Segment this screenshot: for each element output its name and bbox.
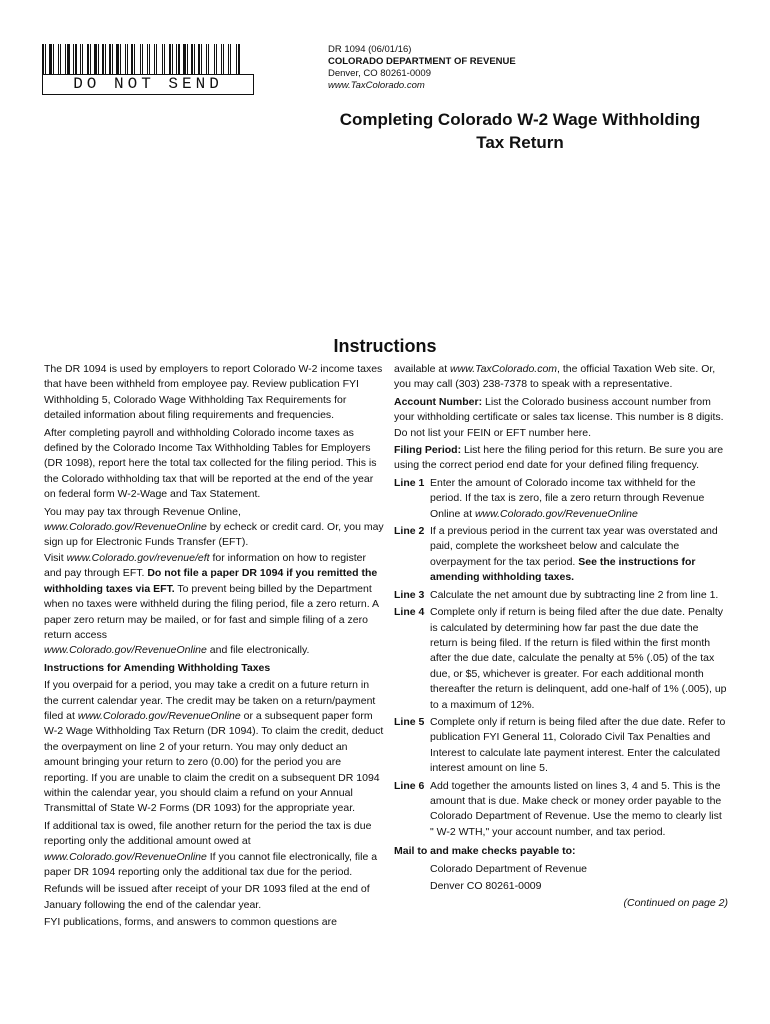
barcode-bar <box>166 44 168 74</box>
barcode-bar <box>102 44 104 74</box>
barcode-bar <box>73 44 74 74</box>
barcode-bar <box>87 44 89 74</box>
barcode-bar <box>45 44 46 74</box>
barcode-bar <box>49 44 52 74</box>
barcode-bar <box>90 44 91 74</box>
paragraph-overpaid: If you overpaid for a period, you may take a credit on a future return in the current calendar year. The credit may be taken on a return/payment filed at www.Colorado.gov/RevenueOnline or a subsequent paper form W-2 Wage Withholding Tax Return (DR 1094). To claim the credit, deduct the overpayment on line 2 of your return. You may only deduct an amount bringing your return to zero (0.00) for the period you are reporting. If you are unable to claim the credit on a subsequent DR 1094 within the calendar year, you should claim a refund on your Annual Transmittal of State W-2 Forms (DR 1093) for the appropriate year. <box>44 679 384 815</box>
revenue-online-link-5[interactable]: www.Colorado.gov/RevenueOnline <box>474 507 638 520</box>
revenue-online-link[interactable]: www.Colorado.gov/RevenueOnline <box>44 521 207 534</box>
line-6-instruction: Line 6 Add together the amounts listed on lines 3, 4 and 5. This is the amount that is due. Make check or money order payable to the Colorado Department of Revenue. Use the memo to clearly list " W-2 WTH," your account number, and tax period. <box>394 779 722 838</box>
barcode-bar <box>136 44 139 74</box>
barcode-bar <box>236 44 237 74</box>
left-column <box>44 362 384 933</box>
barcode-bar <box>42 44 44 74</box>
barcode-bar <box>223 44 224 74</box>
barcode-bar <box>134 44 135 74</box>
paragraph-fyi: FYI publications, forms, and answers to common questions are <box>44 916 337 929</box>
barcode-bar <box>122 44 124 74</box>
paragraph-refunds: Refunds will be issued after receipt of your DR 1093 filed at the end of January following the end of the calendar year. <box>44 883 370 911</box>
barcode-bar <box>84 44 86 74</box>
barcode-bar <box>116 44 119 74</box>
line-4-instruction: Line 4 Complete only if return is being filed after the due date. Penalty is calculated by determining how far past the due date the return is being filed. If the return is filed within the first month after the due date, calculate the penalty at 5% (.05) of the tax due, or $5, whichever is greater. For each additional month thereafter the return is delinquent, add one-half of 1% (.005), up to a maximum of 12%. <box>394 606 727 711</box>
barcode-bar <box>82 44 83 74</box>
revenue-online-link-2[interactable]: www.Colorado.gov/RevenueOnline <box>44 644 207 657</box>
barcode-bar <box>125 44 126 74</box>
barcode-bar <box>62 44 64 74</box>
barcode-bar <box>232 44 235 74</box>
department-website: www.TaxColorado.com <box>328 80 425 91</box>
barcode-bar <box>98 44 99 74</box>
paragraph-purpose: The DR 1094 is used by employers to report Colorado W-2 income taxes that have been withheld from employee pay. Review publication FYI Withholding 5, Colorado Wage Withholding Tax Requirements for detailed information about filing requirements and frequencies. <box>44 363 383 422</box>
barcode-bar <box>144 44 146 74</box>
barcode-bar <box>238 44 240 74</box>
barcode-bar <box>181 44 182 74</box>
barcode-bar <box>105 44 106 74</box>
barcode-bar <box>127 44 128 74</box>
do-not-send-label: DO NOT SEND <box>42 74 254 95</box>
barcode-bar <box>60 44 61 74</box>
barcode-bar <box>174 44 175 74</box>
barcode-bar <box>147 44 148 74</box>
filing-period-section: Filing Period: List here the filing period for this return. Be sure you are using the correct period end date for your defined filing frequency. <box>394 444 724 472</box>
barcode-bar <box>194 44 195 74</box>
barcode-bar <box>100 44 101 74</box>
barcode-bar <box>228 44 229 74</box>
barcode-bar <box>169 44 171 74</box>
department-address: Denver, CO 80261-0009 <box>328 68 431 79</box>
barcode-bar <box>221 44 222 74</box>
revenue-online-link-4[interactable]: www.Colorado.gov/RevenueOnline <box>44 850 207 863</box>
barcode-bar <box>214 44 215 74</box>
barcode-bar <box>94 44 97 74</box>
barcode-bar <box>225 44 227 74</box>
eft-link[interactable]: www.Colorado.gov/revenue/eft <box>66 551 210 564</box>
form-header <box>328 44 516 92</box>
barcode-bar <box>58 44 59 74</box>
barcode-bar <box>71 44 72 74</box>
revenue-online-link-3[interactable]: www.Colorado.gov/RevenueOnline <box>77 709 241 722</box>
barcode-bar <box>201 44 202 74</box>
barcode-bar <box>189 44 190 74</box>
barcode-bar <box>112 44 113 74</box>
barcode-bar <box>120 44 121 74</box>
barcode-bar <box>47 44 48 74</box>
barcode-bar <box>187 44 188 74</box>
barcode <box>42 44 254 74</box>
continued-note: (Continued on page 2) <box>623 897 728 910</box>
barcode-bar <box>218 44 220 74</box>
barcode-bar <box>210 44 213 74</box>
barcode-bar <box>114 44 115 74</box>
barcode-bar <box>131 44 133 74</box>
barcode-bar <box>107 44 108 74</box>
barcode-bar <box>92 44 93 74</box>
paragraph-after-payroll: After completing payroll and withholding Colorado income taxes as defined by the Colorado Income Tax Withholding Tables for Employers (DR 1098), report here the total tax collected for the filing period. This is the Colorado withholding tax that will be reported at the end of the year on federal form W-2-Wage and Tax Statement. <box>44 426 377 501</box>
barcode-bar <box>156 44 157 74</box>
line-2-instruction: Line 2 If a previous period in the current tax year was overstated and paid, complete the worksheet below and calculate the overpayment for the tax period. See the instructions for amending withholding taxes. <box>394 525 718 584</box>
title-line-1: Completing Colorado W-2 Wage Withholding <box>339 110 701 129</box>
barcode-bar <box>109 44 111 74</box>
right-column <box>394 362 728 914</box>
line-5-instruction: Line 5 Complete only if return is being filed after the due date. Refer to publication FYI General 11, Colorado Civil Tax Penalties and Interest to calculate late payment interest. Enter the calculated interest amount on line 5. <box>394 715 726 775</box>
mail-address-line-1: Colorado Department of Revenue <box>430 862 588 875</box>
barcode-bar <box>140 44 141 74</box>
barcode-bar <box>183 44 186 74</box>
mail-address-line-2: Denver CO 80261-0009 <box>430 880 542 892</box>
barcode-bar <box>151 44 153 74</box>
taxcolorado-link[interactable]: www.TaxColorado.com <box>450 363 558 375</box>
barcode-bar <box>176 44 177 74</box>
paragraph-additional-tax: If additional tax is owed, file another return for the period the tax is due reporting only the additional amount owed at www.Colorado.gov/RevenueOnline If you cannot file electronically, file a paper DR 1094 reporting only the additional tax due for the period. <box>44 819 378 878</box>
barcode-bar <box>162 44 163 74</box>
barcode-bar <box>191 44 193 74</box>
account-number-section: Account Number: List the Colorado business account number from your withholding certificate or sales tax license. This number is 8 digits. Do not list your FEIN or EFT number here. <box>394 395 724 439</box>
barcode-bar <box>198 44 200 74</box>
barcode-bar <box>203 44 205 74</box>
barcode-bar <box>230 44 231 74</box>
barcode-bar <box>78 44 79 74</box>
barcode-bar <box>65 44 66 74</box>
amending-heading: Instructions for Amending Withholding Taxes <box>44 661 271 674</box>
barcode-bar <box>172 44 173 74</box>
page-title <box>320 108 720 154</box>
barcode-bar <box>53 44 54 74</box>
barcode-bar <box>75 44 77 74</box>
instructions-heading: Instructions <box>333 336 437 356</box>
barcode-bar <box>55 44 57 74</box>
barcode-bar <box>216 44 217 74</box>
paragraph-pay-online: You may pay tax through Revenue Online, www.Colorado.gov/RevenueOnline by echeck or credit card. Or, you may sign up for Electronic Funds Transfer (EFT). Visit www.Colorado.gov/revenue/eft for information on how to register and pay through EFT. Do not file a paper DR 1094 if you remitted the withholding taxes via EFT. To prevent being billed by the Department when no taxes were withheld during the filing period, file a zero return. A paper zero return may be mailed, or for fast and simple filing of a zero return access www.Colorado.gov/RevenueOnline and file electronically. <box>44 505 384 657</box>
barcode-bar <box>67 44 70 74</box>
barcode-bar <box>178 44 180 74</box>
barcode-bar <box>158 44 161 74</box>
paragraph-website: available at www.TaxColorado.com, the official Taxation Web site. Or, you may call (303) 238-7378 to speak with a representative. <box>394 363 716 391</box>
barcode-bar <box>80 44 81 74</box>
barcode-bar <box>206 44 207 74</box>
barcode-bar <box>154 44 155 74</box>
mail-heading: Mail to and make checks payable to: <box>394 845 576 858</box>
department-name: COLORADO DEPARTMENT OF REVENUE <box>328 56 516 67</box>
barcode-bar <box>149 44 150 74</box>
line-3-instruction: Line 3 Calculate the net amount due by subtracting line 2 from line 1. <box>394 588 719 601</box>
title-line-2: Tax Return <box>476 133 564 152</box>
barcode-bar <box>142 44 143 74</box>
barcode-bar <box>129 44 130 74</box>
barcode-bar <box>208 44 209 74</box>
barcode-bar <box>164 44 165 74</box>
barcode-bar <box>196 44 197 74</box>
line-1-instruction: Line 1 Enter the amount of Colorado income tax withheld for the period. If the tax is zero, file a zero return through Revenue Online at www.Colorado.gov/RevenueOnline <box>394 476 705 520</box>
form-id: DR 1094 (06/01/16) <box>328 44 412 55</box>
